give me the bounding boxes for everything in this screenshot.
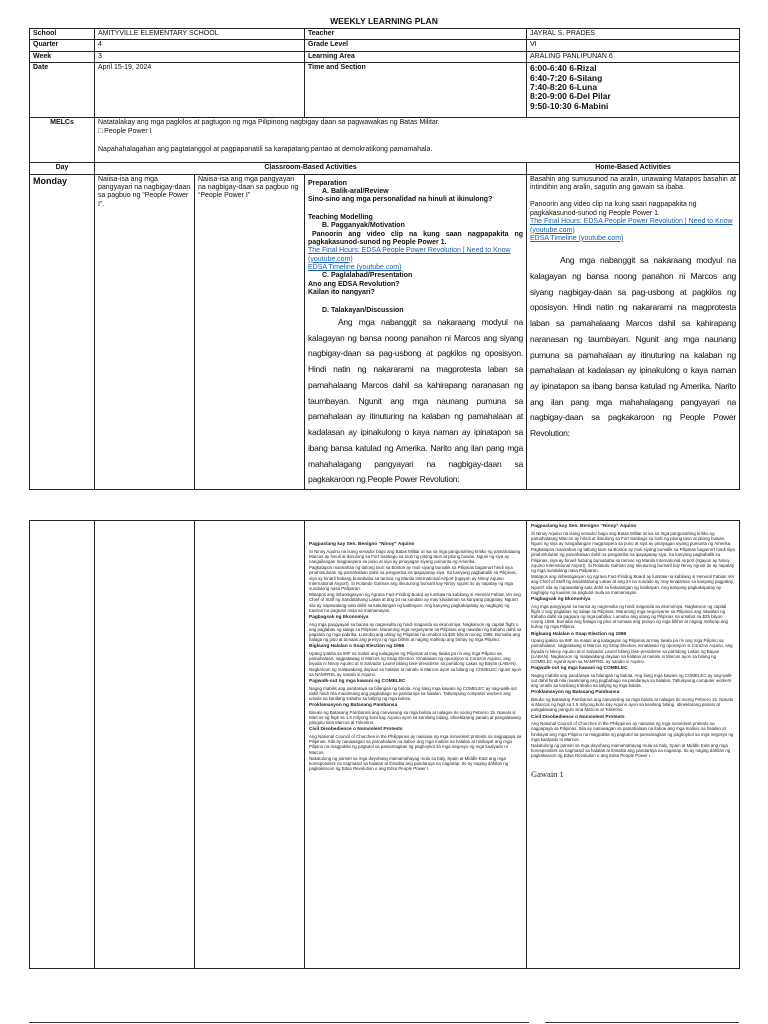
home-reading-heading-batasan: Proklamasyon ng Batasang Pambansa [531, 690, 620, 696]
home-reading-para: Pagkatapos manirahan ng tatlong taon sa Boston ay muli siyang bumalik sa Pilipinas bagama't hindi siya pinahintulutan ng pamahalaan dahil na pangamba na ipapapatay siya. Sa kanyang pagbabalik sa Pilipinas, siya ay binaril habang bumababa sa tarmac ng Manila International Airport (ngayon ay Ninoy Aquino International Airport). Si Rolando Galman ang itinuturong bumaril kay Ninoy ngunit ito ay napatay ng mga sundalong nasa Paliparan. [531, 547, 735, 573]
time-label: Time and Section [305, 63, 527, 118]
home-reading-para: Matapos ang imbestigasyon ng Agrava Fact-Finding Board ay lumitaw na kabilang si Heneral Fabian Ver ang Chief of Staff ng Sandatahang Lakas at ang 24 na sundalo ay may kinalaman sa kanyang pagpatay. Nguni't sila ay napawalang-sala dahil sa kakulangan ng katibayan. Ang kanyang pagkakapatay ay nagbigay ng tuwiran na pagtutol mula sa mamamayan. [531, 574, 735, 595]
home-reading-para: Binuko ng Batasang Pambansa ang canvassing sa mga balota at nalagos ito noong Pebrero 15. Nanalo si Marcos ng higit sa 1.5 milyong boto kay Aquino ayon sa kanilang bilang. Idineklarang panalo at pangalawang pangulo sina Marcos at Tolentino. [531, 696, 734, 713]
week-value: 3 [95, 51, 305, 62]
melc-line-2: □ People Power I [98, 127, 152, 135]
motivation-text: Panoorin ang video clip na kung saan nagpapakita ng pagkakasunod-sunod ng People Power 1. [308, 230, 523, 246]
schedule-item: 6:00-6:40 6-Rizal [530, 63, 597, 74]
area-value: ARALING PANLIPUNAN 6 [527, 51, 740, 62]
page-divider [29, 1022, 529, 1023]
day-header: Day [30, 163, 95, 174]
home-video-text: Panoorin ang video clip na kung saan nagpapakita ng pagkakasunod-sunod ng People Power 1. [530, 201, 697, 217]
teaching-modelling: Teaching Modelling [308, 213, 373, 221]
home-reading-heading-snap-election: Biglaang Halalan o Snap Election ng 1986 [531, 631, 627, 637]
reading-para: Ang mga pangyayari sa bansa ay nagresulta ng hindi maganda sa ekonomiya. Nagkaroon ng capital flight o ang paglabas ng salapi sa Pilipinas. Maraming mga negosyante sa Pilipinas ang nawalan ng trabaho dahil sa pagsara ng mga pabrika. Lumobo ang utang ng Pilipinas na umabot sa $25 bilyon noong 1986. Bumaba ang halaga ng piso at tumaas ang presyo ng mga bilihin at naging mahirap ang buhay ng mga Pilipino. [309, 621, 522, 643]
school-value: AMITYVILLE ELEMENTARY SCHOOL [95, 29, 305, 40]
gawain-heading: Gawain 1 [531, 768, 564, 779]
quarter-value: 4 [95, 40, 305, 51]
weekly-plan-table [29, 28, 740, 490]
home-reading-heading-comelec: Pagwalk-out ng mga kawani ng COMELEC [531, 666, 628, 672]
melcs-label: MELCs [30, 118, 95, 163]
presentation-heading: C. Paglalahad/Presentation [322, 272, 413, 280]
cont-day-cell [30, 521, 95, 969]
date-value: April 15-19, 2024 [95, 63, 305, 118]
reading-heading-batasan: Proklamasyon ng Batasang Pambansa [309, 703, 398, 709]
reading-heading-aquino: Pagpaslang kay Sen. Benigno “Ninoy” Aquino [309, 542, 415, 547]
video-link-edsa-timeline[interactable]: EDSA Timeline (youtube.com) [308, 264, 402, 272]
home-reading-para: Upang ipakita sa IMF na maluti ang kalagayan ng Pilipinas at may tiwala pa rin ang mga Pilipino sa pamahalaan, nagpatawag si Marcos ng Snap Election. Kinatawan ng oposisyon si Corazon Aquino, ang biyuda ni Ninoy Aquino at si Salvador Laurel bilang bise-presidente sa partidong Lakas ng Bayan (LABAN). Nagkaroon ng malawakang dayaan sa halalan at nanalo si Marcos ayon sa bilang ng COMELEC ngunit ayon sa NAMFREL ay nanalo si Aquino. [531, 638, 733, 664]
cont-home-text [527, 521, 740, 969]
quarter-label: Quarter [30, 40, 95, 51]
cont-objective-cell-1 [95, 521, 195, 969]
schedule [527, 63, 740, 118]
presentation-question-1: Ano ang EDSA Revolution? [308, 280, 400, 288]
review-question: Sino-sino ang mga personalidad na hinuli at ikinulong? [308, 196, 493, 204]
reading-para: Ang National Council of Churches in the Philippines ay naisiasa ng mga nonviolent protests na nagpapaya sa Pilipinas. Sila ay nanawagan sa pamahalaan na itaboe ang mga malinis na halalan at hinikayat ang mga Pilipino na magpakita ng pagtutol sa pamamagitan ng pagboykot sa mga negosyo ng mga kaalyado ni Marcos. [309, 734, 522, 755]
discussion-heading: D. Talakayan/Discussion [322, 306, 404, 314]
melc-line-1: Natatalakay ang mga pagkilos at pagtugon ng mga Pilipinong nagbigay daan sa pagwawakas ng Batas Militar. [98, 119, 440, 127]
reading-para: Upang ipakita sa IMF na maluti ang kalagayan ng Pilipinas at may tiwala pa rin ang mga Pilipino sa pamahalaan, nagpatawag si Marcos ng Snap Election. Kinatawan ng oposisyon si Corazon Aquino, ang biyuda ni Ninoy Aquino at si Salvador Laurel bilang bise-presidente sa partidong Lakas ng Bayan (LABAN). Nagkaroon ng malawakang dayaan sa halalan at nanalo si Marcos ayon sa bilang ng COMELEC ngunit ayon sa NAMFREL ay nanalo si Aquino. [309, 650, 522, 677]
home-header: Home-Based Activities [527, 163, 740, 174]
reading-para: Matapos ang imbestigasyon ng Agrava Fact-Finding Board ay lumitaw na kabilang si Heneral Fabian Ver ang Chief of Staff ng Sandatahang Lakas at ang 24 na sundalo ay may kinalaman sa kanyang pagpatay. Nguni't sila ay napawalang-sala dahil sa kakulangan ng katibayan. Ang kanyang pagkakapatay ay nagbigay ng tuwiran na pagtutol mula sa mamamayan. [309, 592, 521, 613]
cont-classroom-text [305, 521, 527, 969]
classroom-header: Classroom-Based Activities [95, 163, 527, 174]
home-reading-para: Si Ninoy Aquino na isang senador bago ang Batas Militar at isa sa mga pangunahing kritiko ng pamahalaang Marcos ay hinuli at ikinulong sa Fort Santiago sa loob ng pitong taon at pitong buwan. Nguni ng siya ay nangailangan magpaopera sa puso at siya ay pinayagan siyang pumunta ng Amerika. [531, 530, 732, 547]
teacher-label: Teacher [305, 29, 527, 40]
home-reading-para: Ang mga pangyayari sa bansa ay nagresulta ng hindi maganda sa ekonomiya. Nagkaroon ng capital flight o ang paglabas ng salapi sa Pilipinas. Maraming mga negosyante sa Pilipinas ang nawalan ng trabaho dahil sa pagsara ng mga pabrika. Lumobo ang utang ng Pilipinas na umabot sa $25 bilyon noong 1986. Bumaba ang halaga ng piso at tumaas ang presyo ng mga bilihin at naging mahirap ang buhay ng mga Pilipino. [531, 603, 728, 630]
video-link-final-hours[interactable]: The Final Hours: EDSA People Power Revolution | Need to Know (youtube.com) [308, 247, 511, 263]
home-reading-para: Ang National Council of Churches in the Philippines ay naisiasa ng mga nonviolent protests na nagpapaya sa Pilipinas. Sila ay nanawagan sa pamahalaan na itaboe ang mga malinis na halalan at hinikayat ang mga Pilipino na magpakita ng pagtutol sa pamamagitan ng pagboykot sa mga negosyo ng mga kaalyado ni Marcos. [531, 721, 734, 742]
home-reading-heading-economy: Pagbagsak ng Ekonomiya [531, 596, 591, 602]
week-label: Week [30, 51, 95, 62]
cont-objective-cell-2 [195, 521, 305, 969]
area-label: Learning Area [305, 51, 527, 62]
home-reading-heading-aquino: Pagpaslang kay Sen. Benigno “Ninoy” Aquino [531, 524, 637, 529]
reading-heading-comelec: Pagwalk-out ng mga kawani ng COMELEC [309, 678, 406, 684]
reading-para: Pagkatapos manirahan ng tatlong taon sa Boston ay muli siyang bumalik sa Pilipinas bagama't hindi siya pinahintulutan ng pamahalaan dahil na pangamba na ipapapatay siya. Sa kanyang pagbabalik sa Pilipinas, siya ay binaril habang bumababa sa tarmac ng Manila International Airport (ngayon ay Ninoy Aquino International Airport). Si Rolando Galman ang itinuturong bumaril kay Ninoy ngunit ito ay napatay ng mga sundalong nasa Paliparan. [309, 565, 517, 591]
reading-para: Nagng mabilis ang pandaraya sa bilangan ng balota. Ang ilang mga kawani ng COMELEC ay nag-walk-out dahil hindi nila maatimang ang pagbabago na pandaraya sa halalan. Tatlumpung computer workers ang umalis sa kanilang trabaho sa tallyng ng mga balota. [309, 685, 517, 701]
home-video-link-final-hours[interactable]: The Final Hours: EDSA People Power Revolution | Need to Know (youtube.com) [530, 218, 733, 234]
home-reading-para: Nakatulong ng panset sa mga dayuhang mamamahayag mula sa Italy, Spain at Middle East ang mga korespondent na nagmasid sa halalan at ibinalita ang pandaraya na naganap. Ito ay naging dahilan ng pagkakaroon ng Edsa Revolution o ang Edsa People Power I. [531, 742, 731, 759]
motivation-heading: B. Pagganyak/Motivation [322, 222, 405, 230]
presentation-question-2: Kailan ito nangyari? [308, 289, 375, 297]
schedule-item: 9:50-10:30 6-Mabini [530, 100, 609, 111]
objective-2: Naiisa-isa ang mga pangyayari na nagbigay-daan sa pagbuo ng “People Power I” [195, 174, 305, 489]
home-reading-para: Nagng mabilis ang pandaraya sa bilangan ng balota. Ang ilang mga kawani ng COMELEC ay nag-walk-out dahil hindi nila maatimang ang pagbabago na pandaraya sa halalan. Tatlumpung computer workers ang umalis sa kanilang trabaho sa tallyng ng mga balota. [531, 672, 733, 689]
home-reading-heading-civil-disobedience: Civil Disobedience o Nonviolent Protests [531, 714, 625, 720]
melc-line-3: Napahahalagahan ang pagtatanggol at pagpapanatili sa karapatang pantao at demokratikong pamamahala. [98, 145, 433, 153]
day-monday: Monday [30, 174, 95, 489]
schedule-item: 7:40-8:20 6-Luna [530, 81, 598, 92]
melcs-content [95, 118, 740, 163]
schedule-item: 6:40-7:20 6-Silang [530, 72, 603, 83]
reading-para: Si Ninoy Aquino na isang senador bago ang Batas Militar at isa sa mga pangunahing kritiko ng pamahalaang Marcos ay hinuli at ikinulong sa Fort Santiago sa loob ng pitong taon at pitong buwan. Nguni ng siya ay nangailangan magpaopera sa puso at siya ay pinayagan siyang pumunta ng Amerika. [309, 548, 521, 565]
review-heading: A. Balik-aral/Review [322, 187, 389, 195]
home-intro: Basahin ang sumusunod na aralin, unawaing Matapos basahin at intindihin ang aralin, sagutin ang gawain sa ibaba. [530, 175, 736, 191]
home-discussion-text: Ang mga nabanggit sa nakaraang modyul na kalagayan ng bansa noong panahon ni Marcos ang siyang nagbigay-daan sa pag-usbong at pagkilos ng oposisyon. Hindi natin ng nakararami na magprotesta laban sa pamahalaang Marcos dahil sa kahirapang naranasan ng taumbayan. Ngunit ang mga naunang pumuna sa pamahalaan ay itinuturing na kalaban ng pamahalaan at kadalasan ay ipinakulong o kaya naman ay ipinatapon sa ibang bansa katulad ng Amerika. Narito ang ilan pang mga mahahalagang pangyayari na nagbigay-daan sa pagkakaroon ng People Power Revolution: [530, 255, 736, 439]
grade-value: VI [527, 40, 740, 51]
reading-heading-snap-election: Biglaang Halalan o Snap Election ng 1986 [309, 644, 405, 650]
teacher-value: JAYRAL S. PRADES [527, 29, 740, 40]
classroom-activities [305, 174, 527, 489]
schedule-item: 8:20-9:00 6-Del Pilar [530, 91, 611, 102]
prep-heading: Preparation [308, 179, 347, 187]
page-title: WEEKLY LEARNING PLAN [330, 16, 438, 26]
home-activities [527, 174, 740, 489]
home-video-link-edsa-timeline[interactable]: EDSA Timeline (youtube.com) [530, 234, 624, 242]
discussion-text: Ang mga nabanggit sa nakaraang modyul na kalagayan ng bansa noong panahon ni Marcos ang siyang nagbigay-daan sa pag-usbong at pagkilos ng oposisyon. Hindi natin ng nakararami na magprotesta laban sa pamahalaang Marcos dahil sa kahirapang naranasan ng taumbayan. Ngunit ang mga naunang pumuna sa pamahalaan ay itinuturing na kalaban ng pamahalaan at kadalasan ay ipinakulong o kaya naman ay ipinatapon sa ibang bansa katulad ng Amerika. Narito ang ilan pang mga mahahalagang pangyayari na nagbigay-daan sa pagkakaroon ng People Power Revolution: [308, 317, 523, 485]
reading-heading-civil-disobedience: Civil Disobedience o Nonviolent Protests [309, 727, 403, 733]
reading-heading-economy: Pagbagsak ng Ekonomiya [309, 614, 369, 620]
objective-1: Naiisa-isa ang mga pangyayari na nagbigay-daan sa pagbuo ng “People Power I”. [95, 174, 195, 489]
date-label: Date [30, 63, 95, 118]
continuation-table [29, 520, 740, 969]
school-label: School [30, 29, 95, 40]
grade-label: Grade Level [305, 40, 527, 51]
reading-para: Nakatulong ng panset sa mga dayuhang mamamahayag mula sa Italy, Spain at Middle East ang mga korespondent na nagmasid sa halalan at ibinalita ang pandaraya na naganap. Ito ay naging dahilan ng pagkakaroon ng Edsa Revolution o ang Edsa People Power I. [309, 755, 509, 772]
reading-para: Binuko ng Batasang Pambansa ang canvassing sa mga balota at nalagos ito noong Pebrero 15. Nanalo si Marcos ng higit sa 1.5 milyong boto kay Aquino ayon sa kanilang bilang. Idineklarang panalo at pangalawang pangulo sina Marcos at Tolentino. [309, 709, 521, 726]
page-divider [545, 1022, 739, 1023]
